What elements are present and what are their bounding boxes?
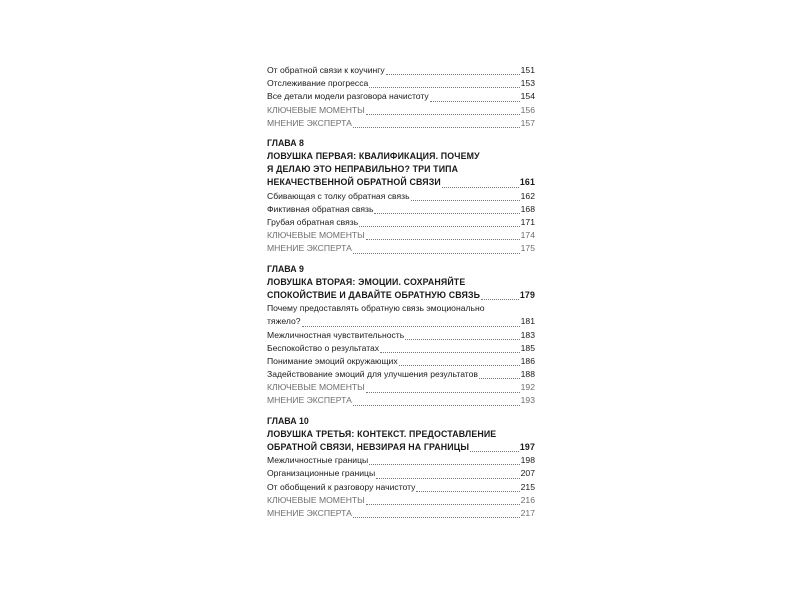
toc-entry-page: 154 [520,91,535,102]
toc-entry-label: КЛЮЧЕВЫЕ МОМЕНТЫ [267,382,365,393]
toc-entry-page: 179 [519,289,535,300]
toc-entry-label: Задействование эмоций для улучшения результатов [267,369,478,380]
toc-entry [267,216,535,229]
toc-entry-page: 188 [520,369,535,380]
toc-entry-page: 157 [520,117,535,128]
toc-entry-label: КЛЮЧЕВЫЕ МОМЕНТЫ [267,104,365,115]
toc-entry-key-points [267,104,535,117]
dot-leader [353,127,520,128]
toc-entry-page: 198 [520,455,535,466]
toc-entry-expert-opinion [267,395,535,408]
dot-leader [353,405,520,406]
toc-block-chapter-8 [267,137,535,256]
toc-entry-label: Межличностная чувствительность [267,329,405,340]
toc-entry-page: 207 [520,468,535,479]
chapter-title-entry [267,441,535,454]
toc-entry-label: Почему предоставлять обратную связь эмоционально [267,303,485,314]
dot-leader [430,101,520,102]
dot-leader [366,239,520,240]
toc-entry-page: 192 [520,382,535,393]
toc-entry-page: 175 [520,243,535,254]
toc-entry-expert-opinion [267,507,535,520]
toc-entry-page: 162 [520,190,535,201]
chapter-title-line: Я ДЕЛАЮ ЭТО НЕПРАВИЛЬНО? ТРИ ТИПА [267,164,459,175]
dot-leader [481,299,519,300]
toc-entry-page: 216 [520,494,535,505]
dot-leader [369,87,519,88]
dot-leader [411,200,520,201]
dot-leader [380,352,520,353]
dot-leader [405,339,519,340]
toc-entry-label: Грубая обратная связь [267,217,359,228]
toc-entry-key-points [267,229,535,242]
toc-entry-label: МНЕНИЕ ЭКСПЕРТА [267,243,352,254]
dot-leader [359,226,519,227]
toc-entry-page: 181 [520,316,535,327]
toc-entry [267,368,535,381]
dot-leader [369,464,519,465]
dot-leader [442,187,519,188]
toc-entry-label: Сбивающая с толку обратная связь [267,190,410,201]
toc-block-chapter-7-end [267,64,535,130]
toc-entry-page: 197 [519,442,535,453]
toc-entry-page: 193 [520,395,535,406]
toc-entry [267,203,535,216]
toc-entry [267,77,535,90]
chapter-number: ГЛАВА 10 [267,415,309,426]
chapter-title-line: СПОКОЙСТВИЕ И ДАВАЙТЕ ОБРАТНУЮ СВЯЗЬ [267,289,481,300]
dot-leader [399,365,520,366]
toc-entry [267,315,535,328]
chapter-title-entry [267,289,535,302]
toc-entry-page: 156 [520,104,535,115]
toc-entry-page: 161 [519,177,535,188]
toc-entry-label: От обратной связи к коучингу [267,64,385,75]
toc-entry-label: Понимание эмоций окружающих [267,355,398,366]
toc-entry-label: Организационные границы [267,468,376,479]
toc-entry-expert-opinion [267,242,535,255]
toc-entry-label: Все детали модели разговора начистоту [267,91,429,102]
toc-entry-label: КЛЮЧЕВЫЕ МОМЕНТЫ [267,230,365,241]
toc-entry-label: МНЕНИЕ ЭКСПЕРТА [267,117,352,128]
toc-entry-key-points [267,381,535,394]
toc-entry [267,64,535,77]
toc-entry-page: 217 [520,507,535,518]
toc-entry-key-points [267,494,535,507]
chapter-number: ГЛАВА 8 [267,137,304,148]
toc-entry-page: 215 [520,481,535,492]
table-of-contents [267,64,535,527]
dot-leader [366,392,520,393]
toc-block-chapter-9 [267,263,535,408]
toc-entry-page: 186 [520,355,535,366]
toc-entry-label: тяжело? [267,316,301,327]
toc-entry-page: 168 [520,203,535,214]
dot-leader [416,491,519,492]
dot-leader [374,213,519,214]
chapter-title-line: НЕКАЧЕСТВЕННОЙ ОБРАТНОЙ СВЯЗИ [267,177,441,188]
chapter-number: ГЛАВА 9 [267,263,304,274]
toc-entry [267,467,535,480]
toc-entry-label: КЛЮЧЕВЫЕ МОМЕНТЫ [267,494,365,505]
toc-block-chapter-10 [267,415,535,521]
toc-entry-label: Межличностные границы [267,455,369,466]
toc-entry [267,329,535,342]
toc-entry-label: МНЕНИЕ ЭКСПЕРТА [267,507,352,518]
toc-entry-label: МНЕНИЕ ЭКСПЕРТА [267,395,352,406]
toc-entry-label: Отслеживание прогресса [267,78,369,89]
toc-entry-page: 153 [520,78,535,89]
toc-entry-label: Фиктивная обратная связь [267,203,374,214]
toc-entry [267,342,535,355]
dot-leader [353,517,520,518]
dot-leader [470,451,519,452]
dot-leader [302,326,520,327]
toc-entry-label: Беспокойство о результатах [267,342,380,353]
dot-leader [386,74,520,75]
toc-entry-page: 185 [520,342,535,353]
toc-entry [267,90,535,103]
toc-entry-page: 171 [520,217,535,228]
toc-entry-label: От обобщений к разговору начистоту [267,481,416,492]
toc-entry-page: 183 [520,329,535,340]
toc-entry [267,454,535,467]
chapter-title-line: ЛОВУШКА ТРЕТЬЯ: КОНТЕКСТ. ПРЕДОСТАВЛЕНИЕ [267,428,497,439]
dot-leader [366,114,520,115]
chapter-title-line: ЛОВУШКА ВТОРАЯ: ЭМОЦИИ. СОХРАНЯЙТЕ [267,276,466,287]
toc-entry [267,355,535,368]
toc-entry [267,190,535,203]
chapter-title-entry [267,177,535,190]
toc-entry-page: 151 [520,64,535,75]
dot-leader [353,253,520,254]
chapter-title-line: ОБРАТНОЙ СВЯЗИ, НЕВЗИРАЯ НА ГРАНИЦЫ [267,442,470,453]
toc-entry-expert-opinion [267,117,535,130]
dot-leader [376,478,520,479]
toc-entry-page: 174 [520,230,535,241]
toc-entry [267,481,535,494]
dot-leader [366,504,520,505]
chapter-title-line: ЛОВУШКА ПЕРВАЯ: КВАЛИФИКАЦИЯ. ПОЧЕМУ [267,151,480,162]
dot-leader [479,378,520,379]
